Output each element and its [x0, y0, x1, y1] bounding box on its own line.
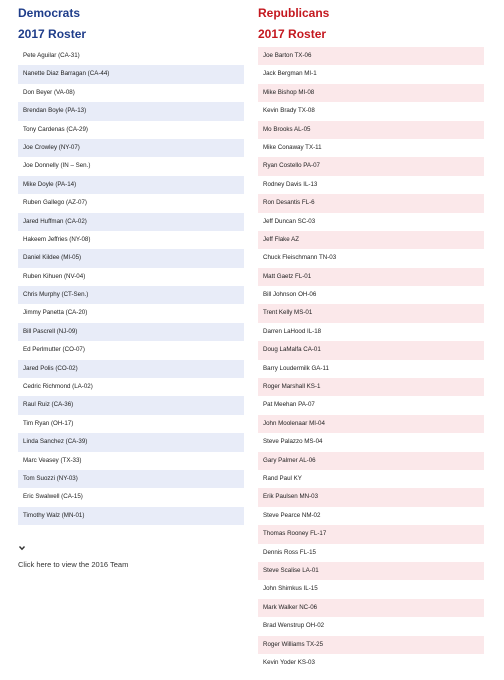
member-list-item: Mo Brooks AL-05 — [258, 121, 484, 139]
member-list-item: Marc Veasey (TX-33) — [23, 456, 82, 464]
member-list-item: Ron Desantis FL-6 — [258, 194, 484, 212]
member-list-item: Steve Scalise LA-01 — [258, 562, 484, 580]
member-list-item: Erik Paulsen MN-03 — [258, 488, 484, 506]
republicans-column — [258, 0, 484, 672]
member-list-item: Roger Williams TX-25 — [258, 636, 484, 654]
member-list-item: Jared Polis (CO-02) — [18, 360, 244, 378]
member-list-item: Doug LaMalfa CA-01 — [258, 341, 484, 359]
chevron-down-icon[interactable] — [18, 539, 26, 547]
member-list-item: Thomas Rooney FL-17 — [258, 525, 484, 543]
democrats-heading: Democrats — [18, 6, 81, 20]
member-list-item: Mike Doyle (PA-14) — [18, 176, 244, 194]
member-list-item: Gary Palmer AL-06 — [258, 452, 484, 470]
member-list-item: Chuck Fleischmann TN-03 — [263, 254, 337, 262]
member-list-item: Kevin Brady TX-08 — [263, 107, 315, 115]
member-list-item: Bill Pascrell (NJ-09) — [18, 323, 244, 341]
member-list-item: Jeff Flake AZ — [258, 231, 484, 249]
member-list-item: John Moolenaar MI-04 — [258, 415, 484, 433]
member-list-item: Ed Perlmutter (CO-07) — [23, 346, 85, 354]
member-list-item: Dennis Ross FL-15 — [263, 548, 316, 556]
democrats-roster-heading: 2017 Roster — [18, 27, 87, 41]
member-list-item: Joe Barton TX-06 — [258, 47, 484, 65]
democrats-member-list — [18, 47, 244, 525]
member-list-item: Daniel Kildee (MI-05) — [18, 249, 244, 267]
member-list-item: Cedric Richmond (LA-02) — [23, 383, 93, 391]
member-list-item: Pete Aguilar (CA-31) — [23, 52, 80, 59]
member-list-item: Kevin Yoder KS-03 — [263, 658, 315, 666]
member-list-item: Pat Meehan PA-07 — [263, 401, 315, 409]
member-list-item: Bill Johnson OH-06 — [263, 291, 317, 299]
republicans-heading: Republicans — [258, 6, 330, 20]
member-list-item: Don Beyer (VA-08) — [23, 88, 75, 96]
member-list-item: Brendan Boyle (PA-13) — [18, 102, 244, 120]
member-list-item: Eric Swalwell (CA-15) — [23, 493, 83, 501]
member-list-item: Chris Murphy (CT-Sen.) — [18, 286, 244, 304]
member-list-item: Jimmy Panetta (CA-20) — [23, 309, 88, 317]
republicans-roster-heading: 2017 Roster — [258, 27, 327, 41]
member-list-item: Ruben Kihuen (NV-04) — [23, 272, 86, 280]
view-2016-team-link[interactable]: Click here to view the 2016 Team — [18, 560, 129, 569]
republicans-member-list — [258, 47, 484, 672]
member-list-item: Timothy Walz (MN-01) — [18, 507, 244, 525]
member-list-item: Jeff Duncan SC-03 — [263, 217, 316, 225]
democrats-column — [18, 0, 244, 525]
member-list-item: Hakeem Jeffries (NY-08) — [23, 235, 91, 243]
member-list-item: Tony Cardenas (CA-29) — [23, 125, 88, 133]
member-list-item: Matt Gaetz FL-01 — [258, 268, 484, 286]
member-list-item: Ryan Costello PA-07 — [258, 157, 484, 175]
member-list-item: Rodney Davis IL-13 — [263, 180, 318, 188]
member-list-item: Roger Marshall KS-1 — [258, 378, 484, 396]
member-list-item: Linda Sanchez (CA-39) — [18, 433, 244, 451]
member-list-item: Jack Bergman MI-1 — [263, 70, 317, 78]
member-list-item: Joe Crowley (NY-07) — [18, 139, 244, 157]
member-list-item: Mike Bishop MI-08 — [258, 84, 484, 102]
member-list-item: John Shimkus IL-15 — [263, 585, 318, 593]
member-list-item: Steve Palazzo MS-04 — [263, 438, 323, 446]
member-list-item: Brad Wenstrup OH-02 — [263, 622, 325, 630]
member-list-item: Mark Walker NC-06 — [258, 599, 484, 617]
member-list-item: Steve Pearce NM-02 — [263, 511, 321, 519]
member-list-item: Tom Suozzi (NY-03) — [18, 470, 244, 488]
member-list-item: Joe Donnelly (IN – Sen.) — [23, 162, 91, 170]
member-list-item: Mike Conaway TX-11 — [263, 143, 322, 151]
member-list-item: Nanette Diaz Barragan (CA-44) — [18, 65, 244, 83]
member-list-item: Jared Huffman (CA-02) — [18, 213, 244, 231]
member-list-item: Trent Kelly MS-01 — [258, 304, 484, 322]
member-list-item: Barry Loudermilk GA-11 — [263, 364, 329, 372]
member-list-item: Tim Ryan (OH-17) — [23, 419, 74, 427]
member-list-item: Rand Paul KY — [263, 474, 302, 482]
member-list-item: Ruben Gallego (AZ-07) — [23, 199, 87, 207]
member-list-item: Darren LaHood IL-18 — [263, 327, 322, 335]
member-list-item: Raul Ruiz (CA-36) — [18, 396, 244, 414]
